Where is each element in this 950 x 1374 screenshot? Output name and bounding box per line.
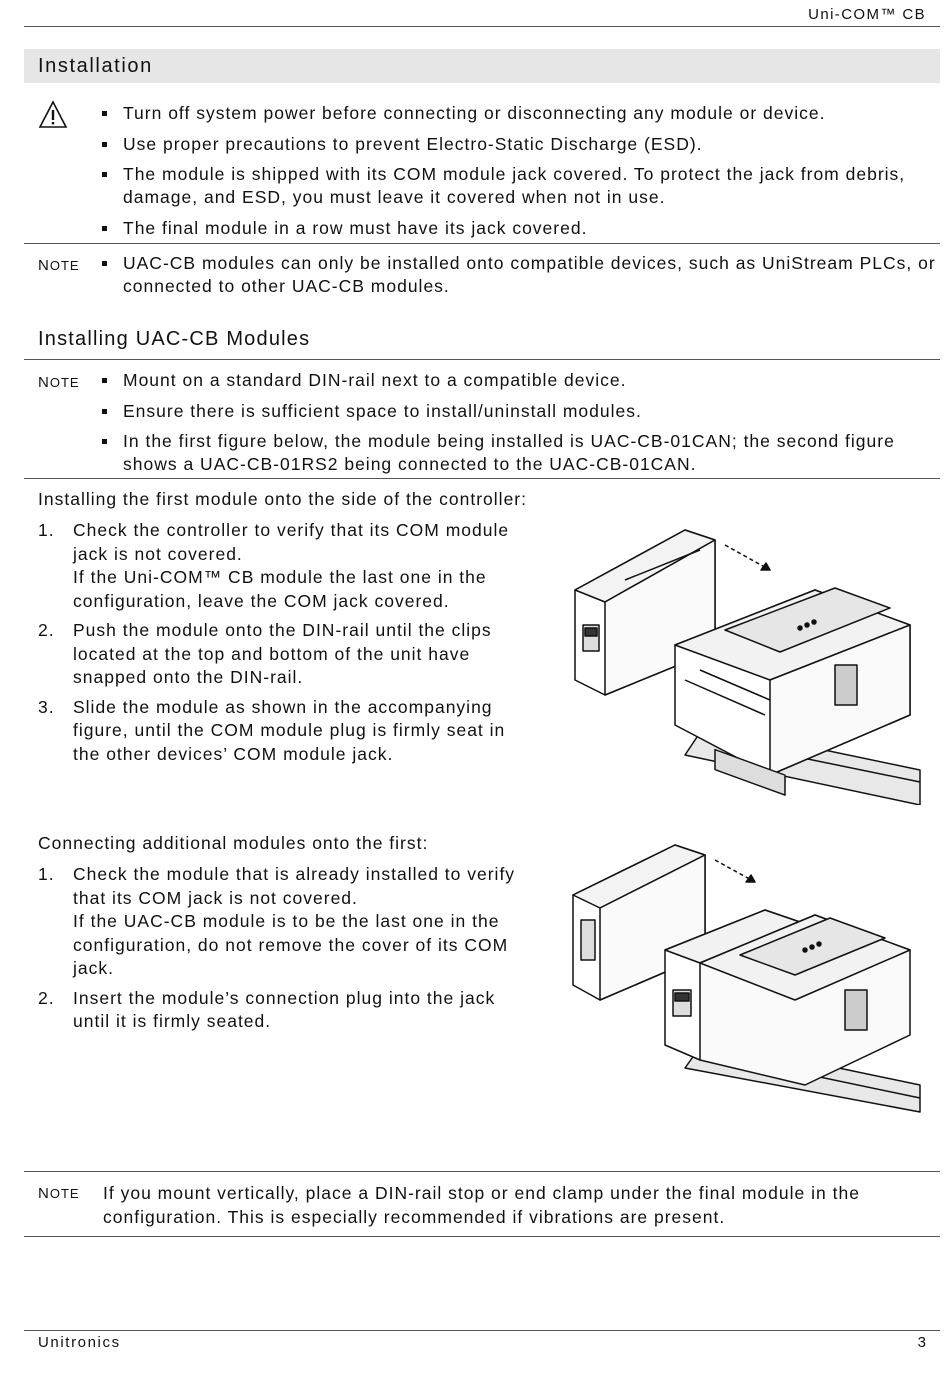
section-heading-bar [24, 49, 940, 83]
note-item: Ensure there is sufficient space to install/uninstall modules. [99, 400, 929, 423]
bottom-note-top-divider [24, 1171, 940, 1172]
additional-modules-intro: Connecting additional modules onto the first: [38, 833, 429, 853]
warning-item: The final module in a row must have its jack covered. [99, 217, 939, 240]
step-item: 1. Check the controller to verify that its COM module jack is not covered. If the Uni-COM™ CB module the last one in the configuration, leave the COM jack covered. [38, 520, 510, 611]
note-item: In the first figure below, the module being installed is UAC-CB-01CAN; the second figure shows a UAC-CB-01RS2 being connected to the UAC-CB-01CAN. [99, 430, 929, 476]
installation-figure-first-module [565, 520, 925, 805]
warning-list [99, 102, 939, 240]
warning-triangle-icon [38, 100, 68, 130]
note-list [99, 252, 939, 298]
note-list-container [99, 252, 939, 306]
warning-item: Use proper precautions to prevent Electro-Static Discharge (ESD). [99, 133, 939, 156]
footer-company: Unitronics [38, 1334, 121, 1351]
step-item: 2. Push the module onto the DIN-rail until the clips located at the top and bottom of the unit have snapped onto the DIN-rail. [38, 620, 492, 687]
note-label: NOTE [38, 257, 80, 274]
header-divider [24, 26, 940, 27]
note-label: NOTE [38, 1185, 80, 1202]
warning-item: The module is shipped with its COM module jack covered. To protect the jack from debris, damage, and ESD, you must leave it covered when not in use. [99, 163, 939, 209]
subsection-title: Installing UAC-CB Modules [38, 328, 311, 350]
warning-divider [24, 243, 940, 244]
first-module-intro: Installing the first module onto the side of the controller: [38, 489, 527, 509]
subsection-divider [24, 359, 940, 360]
installing-note-container [99, 369, 929, 484]
bottom-note-text: If you mount vertically, place a DIN-rail stop or end clamp under the final module in the configuration. This is especially recommended if vibrations are present. [103, 1183, 860, 1227]
section-title: Installation [38, 55, 153, 77]
note-divider [24, 478, 940, 479]
note-item: Mount on a standard DIN-rail next to a compatible device. [99, 369, 929, 392]
note-item: UAC-CB modules can only be installed onto compatible devices, such as UniStream PLCs, or connected to other UAC-CB modules. [99, 252, 939, 298]
bottom-note-bottom-divider [24, 1236, 940, 1237]
installation-figure-additional-module [565, 840, 925, 1115]
footer-divider [24, 1330, 940, 1331]
document-header-title: Uni-COM™ CB [808, 6, 926, 23]
step-item: 1. Check the module that is already installed to verify that its COM jack is not covered. If the UAC-CB module is to be the last one in the configuration, do not remove the cover of its COM jack. [38, 864, 516, 978]
first-module-steps [38, 519, 538, 766]
warning-item: Turn off system power before connecting or disconnecting any module or device. [99, 102, 939, 125]
step-item: 3. Slide the module as shown in the accompanying figure, until the COM module plug is firmly seat in the other devices’ COM module jack. [38, 696, 506, 764]
installing-note-list [99, 369, 929, 476]
additional-modules-steps [38, 863, 528, 1034]
additional-modules-steps-container [38, 863, 528, 1040]
step-item: 2. Insert the module’s connection plug into the jack until it is firmly seated. [38, 987, 496, 1031]
page-number: 3 [917, 1334, 926, 1351]
note-label: NOTE [38, 374, 80, 391]
first-module-steps-container [38, 519, 538, 772]
warning-list-container [99, 102, 939, 247]
